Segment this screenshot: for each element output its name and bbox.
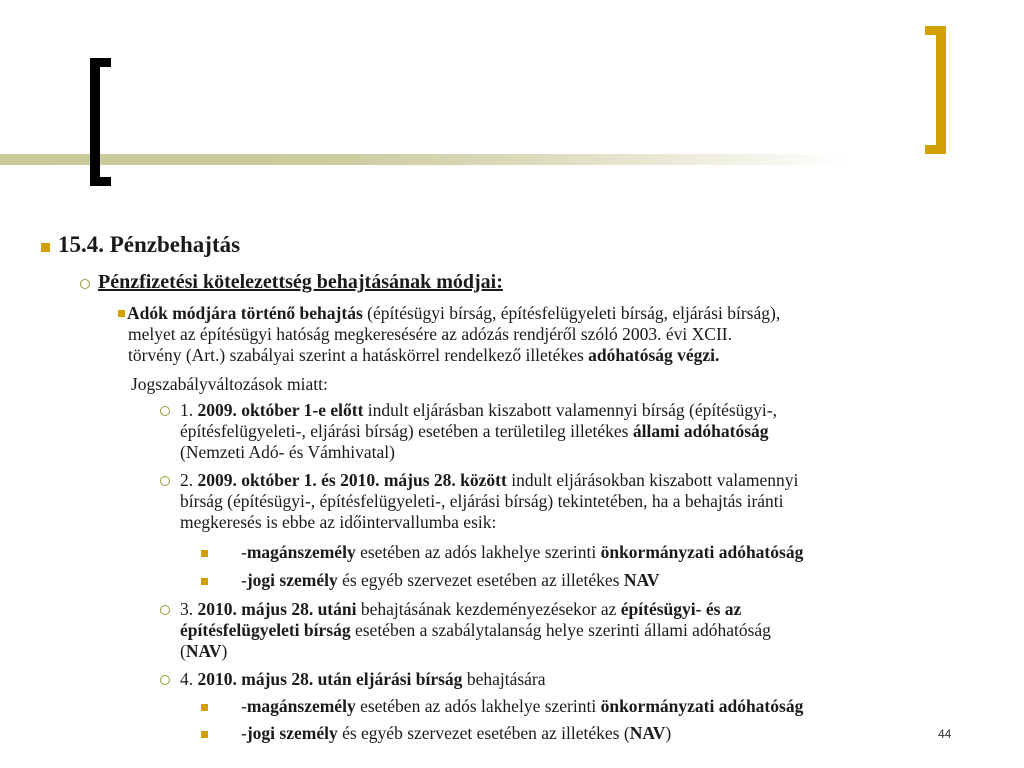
text: 4. [180, 669, 198, 689]
item2-sub2 [241, 570, 660, 590]
bold-text: magánszemély [246, 696, 356, 716]
text: 3. [180, 599, 198, 619]
bold-text: 2009. október 1-e előtt [197, 400, 364, 420]
bold-text: NAV [623, 570, 660, 590]
text: ) [665, 723, 672, 743]
left-bracket-decoration [90, 58, 111, 186]
para-line-1 [127, 303, 780, 323]
item4-sub1 [241, 696, 803, 716]
bold-text: Adók módjára történő behajtás [127, 303, 363, 323]
text: ) [221, 641, 228, 661]
bold-text: önkormányzati adóhatóság [600, 696, 804, 716]
item1-line-2 [180, 421, 769, 441]
para-line-2: melyet az építésügyi hatóság megkeresésére az adózás rendjéről szóló 2003. évi XCII. [128, 324, 733, 344]
square-bullet-icon [201, 704, 208, 711]
text: - [241, 696, 247, 716]
bold-text: jogi személy [246, 723, 338, 743]
text: - [241, 723, 247, 743]
bold-text: 2009. október 1. és 2010. május 28. között [197, 470, 507, 490]
text: behajtására [462, 669, 546, 689]
item4-line-1 [180, 669, 546, 689]
text: indult eljárásban kiszabott valamennyi bírság (építésügyi-, [363, 400, 777, 420]
text: és egyéb szervezet esetében az illetékes ( [337, 723, 630, 743]
bold-text: NAV [185, 641, 222, 661]
item2-line-3: megkeresés is ebbe az időintervallumba esik: [180, 512, 497, 532]
bold-text: önkormányzati adóhatóság [600, 542, 804, 562]
square-bullet-icon [201, 578, 208, 585]
circle-bullet-icon [160, 605, 170, 615]
item2-line-2: bírság (építésügyi-, építésfelügyeleti-, eljárási bírság) tekintetében, ha a behajtás iránti [180, 491, 784, 511]
circle-bullet-icon [160, 675, 170, 685]
text: törvény (Art.) szabályai szerint a hatáskörrel rendelkező illetékes [128, 345, 589, 365]
bold-text: jogi személy [246, 570, 338, 590]
text: esetében az adós lakhelye szerinti [355, 542, 601, 562]
bold-text: építésügyi- és az [620, 599, 742, 619]
text: - [241, 570, 247, 590]
bold-text: 2010. május 28. után eljárási bírság [197, 669, 463, 689]
text: 2. [180, 470, 198, 490]
square-bullet-icon [201, 731, 208, 738]
item3-line-1 [180, 599, 741, 619]
square-bullet-icon [118, 310, 125, 317]
text: behajtásának kezdeményezésekor az [356, 599, 621, 619]
text: esetében az adós lakhelye szerinti [355, 696, 601, 716]
text: ( [180, 641, 186, 661]
section-heading: 15.4. Pénzbehajtás [58, 232, 241, 257]
circle-bullet-icon [160, 476, 170, 486]
bold-text: NAV [629, 723, 666, 743]
text: és egyéb szervezet esetében az illetékes [337, 570, 624, 590]
subheading: Pénzfizetési kötelezettség behajtásának módjai: [98, 271, 503, 293]
bold-text: állami adóhatóság [632, 421, 769, 441]
para-line-3 [128, 345, 719, 365]
square-bullet-icon [41, 243, 50, 252]
text: építésfelügyeleti-, eljárási bírság) esetében a területileg illetékes [180, 421, 633, 441]
circle-bullet-icon [160, 406, 170, 416]
item4-sub2 [241, 723, 671, 743]
changes-label: Jogszabályváltozások miatt: [131, 374, 328, 394]
text: (építésügyi bírság, építésfelügyeleti bírság, eljárási bírság), [362, 303, 781, 323]
item2-line-1 [180, 470, 798, 490]
decorative-header-bar [0, 154, 920, 165]
square-bullet-icon [201, 550, 208, 557]
bold-text: 2010. május 28. utáni [197, 599, 357, 619]
right-bracket-decoration [925, 26, 946, 154]
item3-line-3 [180, 641, 227, 661]
bold-text: adóhatóság végzi. [588, 345, 720, 365]
bold-text: építésfelügyeleti bírság [180, 620, 351, 640]
circle-bullet-icon [80, 279, 90, 289]
text: esetében a szabálytalanság helye szerinti állami adóhatóság [350, 620, 771, 640]
page-number: 44 [938, 727, 952, 741]
text: 1. [180, 400, 198, 420]
item1-line-3: (Nemzeti Adó- és Vámhivatal) [180, 442, 395, 462]
text: indult eljárásokban kiszabott valamennyi [506, 470, 799, 490]
item1-line-1 [180, 400, 777, 420]
item2-sub1 [241, 542, 803, 562]
bold-text: magánszemély [246, 542, 356, 562]
text: - [241, 542, 247, 562]
item3-line-2 [180, 620, 771, 640]
